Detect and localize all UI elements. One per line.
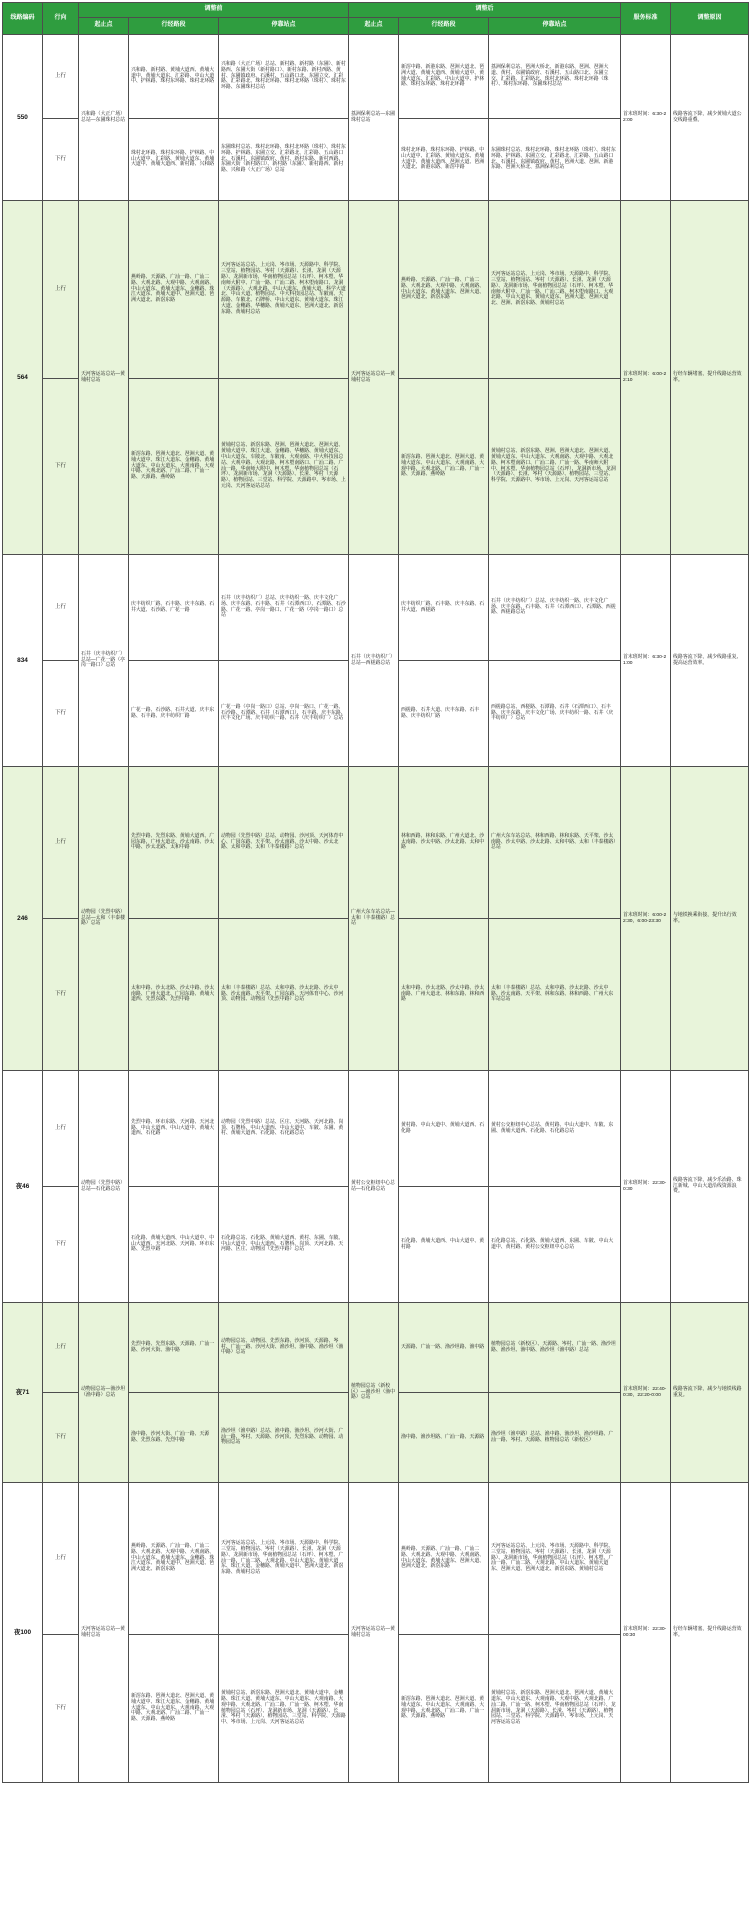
- direction-cell: 上行: [43, 1071, 79, 1187]
- after-stops-cell: 石井（庆丰纺织厂）总站、庆丰纺织一路、庆丰文化广场、庆丰东路、石丰路、石井（石潭西口）、石潭路、西槎路、西槎路总站: [489, 555, 621, 661]
- route-code: 564: [3, 201, 43, 555]
- header-after-stops: 停靠站点: [489, 18, 621, 35]
- direction-cell: 下行: [43, 919, 79, 1071]
- table-row: [3, 201, 749, 379]
- before-route-cell: 燕岭路、天源路、广汕一路、广汕二路、大观北路、大观中路、大观南路、中山大道东、黄埔大道东、金穗路、珠江大道东、黄埔大道中、琶洲大道、琶洲大道北、新滘东路: [129, 201, 219, 379]
- after-route-cell: 燕岭路、天源路、广汕一路、广汕二路、大观北路、大观中路、大观南路、中山大道东、黄埔大道东、琶洲大道、琶洲大道北、新滘东路: [399, 201, 489, 379]
- after-route-cell: 石化路、黄埔大道西、中山大道中、黄村路: [399, 1187, 489, 1303]
- service-standard: 首末班时间：22:40-0:30，22:20-0:00: [621, 1303, 671, 1483]
- before-stops-cell: 动物园总站、动物园、先烈东路、沙河顶、天源路、岑村、广汕一路、沙河大街、渔沙坦、渔中路、渔沙坦（渔中路）总站: [219, 1303, 349, 1393]
- after-stops-cell: 天河客运站总站、上元岗、岑市场、天源路中、科学院、三堂站、植物园站、岑村（天源路）、长湴、龙洞（天源路）、龙洞新市场、华南植物园总站（石坪）、柯木塱、华南师大附中、广汕一路、广汕二路、柯木塱南路口、大观北路、中山大道东、黄埔大道东、琶洲大道、琶洲大道北、琶洲、新滘东路、黄埔村总站: [489, 201, 621, 379]
- after-stops-cell: 黄埔村总站、新滘东路、琶洲大道北、琶洲大道、黄埔大道东、中山大道东、大观南路、大观中路、大观北路、广汕二路、广汕一路、柯木塱、华南植物园总站（石坪）、龙洞新市场、龙洞（天源路）、长湴、岑村（天源路）、植物园站、三堂站、科学院、天源路中、岑市场、上元岗、天河客运站总站: [489, 1635, 621, 1783]
- service-standard: 首末班时间：6:00-22:30，6:00-23:30: [621, 767, 671, 1071]
- before-route-cell: 庆丰纺织厂路、石丰路、庆丰东路、石井大道、石沙路、广花一路: [129, 555, 219, 661]
- route-adjustment-table: [2, 2, 749, 1783]
- before-stops-cell: 动物园（先烈中路）总站、区庄、天河路、天河北路、岗顶、石牌桥、中山大道西、中山大道中、车陂、东圃、黄村、黄埔大道西、石化路、石化路总站: [219, 1071, 349, 1187]
- before-start-end: 动物园（先烈中路）总站—太和（丰泰楼路）总站: [79, 767, 129, 1071]
- before-route-cell: 渔中路、沙河大街、广汕一路、天源路、先烈东路、先烈中路: [129, 1393, 219, 1483]
- table-body: [3, 35, 749, 1783]
- header-reason: 调整原因: [671, 3, 749, 35]
- direction-cell: 上行: [43, 1483, 79, 1635]
- before-stops-cell: 动物园（先烈中路）总站、动物园、沙河顶、天河体育中心、广园东路、天平架、沙太南路、沙太中路、沙太北路、太和中路、太和（丰泰楼路）总站: [219, 767, 349, 919]
- direction-cell: 上行: [43, 1303, 79, 1393]
- after-route-cell: 新滘东路、琶洲大道北、琶洲大道、黄埔大道东、中山大道东、大观南路、大观中路、大观北路、广汕二路、广汕一路、天源路、燕岭路: [399, 1635, 489, 1783]
- after-stops-cell: 渔沙坦（渔中路）总站、渔中路、渔沙坦、渔沙坦路、广汕一路、岑村、天源路、植物园总站（新校区）: [489, 1393, 621, 1483]
- direction-cell: 下行: [43, 661, 79, 767]
- before-route-cell: 新滘东路、琶洲大道北、琶洲大道、黄埔大道中、珠江大道东、金穗路、黄埔大道东、中山大道东、大观南路、大观中路、大观北路、广汕二路、广汕一路、天源路、燕岭路: [129, 379, 219, 555]
- service-standard: 首末班时间：22:30-0:30: [621, 1071, 671, 1303]
- after-route-cell: 太和中路、沙太北路、沙太中路、沙太南路、广州大道北、林和东路、林和西路: [399, 919, 489, 1071]
- table-row: [3, 1071, 749, 1187]
- before-stops-cell: 太和（丰泰楼路）总站、太和中路、沙太北路、沙太中路、沙太南路、天平架、广园东路、天河体育中心、沙河顶、动物园、动物园（先烈中路）总站: [219, 919, 349, 1071]
- header-after-start: 起止点: [349, 18, 399, 35]
- before-route-cell: 先烈中路、先烈东路、天源路、广汕一路、沙河大街、渔中路: [129, 1303, 219, 1393]
- before-start-end: 天河客运站总站—黄埔村总站: [79, 201, 129, 555]
- before-route-cell: 兴和路、新村路、黄埔大道西、黄埔大道中、黄埔大道东、汇彩路、中山大道中、护林路、珠村东环路、珠村北环路: [129, 35, 219, 119]
- adjust-reason: 行经车辆堵塞，提升线路运营效率。: [671, 201, 749, 555]
- after-route-cell: 新滘中路、新港东路、琶洲大道北、琶洲大道、黄埔大道西、黄埔大道中、黄埔大道东、汇彩路、中山大道中、护林路、珠村东环路、珠村北环路: [399, 35, 489, 119]
- after-route-cell: 西槎路、石井大道、庆丰东路、石丰路、庆丰纺织厂路: [399, 661, 489, 767]
- before-stops-cell: 东圃珠村总站、珠村北环路、珠村北环路（珠村）、珠村东环路、护林路、东圃立交、汇彩路北、汇彩路、五山路口北、石溪村、东圃镇政府、黄村、新村东路、新村西路、东圃大街（新村路口）、新村路（东圃）、新村路西、新村路、兴和路（大正广场）总站: [219, 119, 349, 201]
- before-start-end: 动物园总站—渔沙坦（渔中路）总站: [79, 1303, 129, 1483]
- route-code: 246: [3, 767, 43, 1071]
- route-code: 834: [3, 555, 43, 767]
- before-route-cell: 先烈中路、先烈东路、黄埔大道西、广园东路、广州大道北、沙太南路、沙太中路、沙太北路、太和中路: [129, 767, 219, 919]
- route-code: 夜71: [3, 1303, 43, 1483]
- adjust-reason: 线路客流下降，减少乐冶路、珠江新城、中山大道沿线资源浪费。: [671, 1071, 749, 1303]
- after-stops-cell: 植物园总站（新校区）、天源路、岑村、广汕一路、渔沙坦路、渔沙坦、渔中路、渔沙坦（渔中路）总站: [489, 1303, 621, 1393]
- before-stops-cell: 广花一路（亭岗一路口）总站、亭岗一路口、广花一路、石沙路、石潭路、石井（石潭西口）、石丰路、庆丰东路、庆丰文化广场、庆丰纺织一路、石井（庆丰纺织厂）总站: [219, 661, 349, 767]
- service-standard: 首末班时间：6:00-22:10: [621, 201, 671, 555]
- before-route-cell: 太和中路、沙太北路、沙太中路、沙太南路、广州大道北、广园东路、黄埔大道西、先烈东路、先烈中路: [129, 919, 219, 1071]
- before-route-cell: 广花一路、石沙路、石井大道、庆丰东路、石丰路、庆丰纺织厂路: [129, 661, 219, 767]
- after-start-end: 石井（庆丰纺织厂）总站—西槎路总站: [349, 555, 399, 767]
- header-direction: 行向: [43, 3, 79, 35]
- header-before: 调整前: [79, 3, 349, 18]
- after-stops-cell: 东圃珠村总站、珠村北环路、珠村北环路（珠村）、珠村东环路、护林路、东圃立交、汇彩路北、汇彩路、五山路口北、石溪村、东圃镇政府、黄村、琶洲大道、琶洲、新港东路、琶洲大桥北、荔洲保利总站: [489, 119, 621, 201]
- before-stops-cell: 黄埔村总站、新滘东路、琶洲、琶洲大道北、琶洲大道、黄埔大道中、珠江大道、金穗路、华穗路、黄埔大道东、中山大道东、车陂北、车陂南、大观南路、中大科技园总站、大观中路、大观北路、柯木塱南路口、广汕二路、广汕一路、华南师大附中、柯木塱、华南植物园总站（石坪）、龙洞新市场、龙洞（天源路）、长湴、岑村（天源路）、植物园站、三堂站、科学院、天源路中、岑市场、上元岗、天河客运站总站: [219, 379, 349, 555]
- before-stops-cell: 石化路总站、石化路、黄埔大道西、黄村、东圃、车陂、中山大道中、中山大道西、石牌桥、岗顶、天河北路、天河路、区庄、动物园（先烈中路）总站: [219, 1187, 349, 1303]
- after-stops-cell: 黄埔村总站、新滘东路、琶洲、琶洲大道北、琶洲大道、黄埔大道东、中山大道东、大观南路、大观中路、大观北路、柯木塱南路口、广汕二路、广汕一路、华南师大附中、柯木塱、华南植物园总站（石坪）、龙洞新市场、龙洞（天源路）、长湴、岑村（天源路）、植物园站、三堂站、科学院、天源路中、岑市场、上元岗、天河客运站总站: [489, 379, 621, 555]
- after-route-cell: 燕岭路、天源路、广汕一路、广汕二路、大观北路、大观中路、大观南路、中山大道东、黄埔大道东、琶洲大道、琶洲大道北、新滘东路: [399, 1483, 489, 1635]
- header-after: 调整后: [349, 3, 621, 18]
- service-standard: 首末班时间：6:30-21:00: [621, 555, 671, 767]
- after-route-cell: 渔中路、渔沙坦路、广汕一路、天源路: [399, 1393, 489, 1483]
- adjust-reason: 与地铁换乘衔接，提升出行效率。: [671, 767, 749, 1071]
- after-route-cell: 新滘东路、琶洲大道北、琶洲大道、黄埔大道东、中山大道东、大观南路、大观中路、大观北路、广汕二路、广汕一路、天源路、燕岭路: [399, 379, 489, 555]
- after-start-end: 广州大东车站总站—太和（丰泰楼路）总站: [349, 767, 399, 1071]
- after-start-end: 植物园总站（新校区）—渔沙坦（渔中路）总站: [349, 1303, 399, 1483]
- before-stops-cell: 天河客运站总站、上元岗、岑市场、天源路中、科学院、三堂站、植物园站、岑村（天源路）、长湴、龙洞（天源路）、龙洞新市场、华南植物园总站（石坪）、柯木塱、华南师大附中、广汕一路、广汕二路、柯木塱南路口、龙洞（天源路）、大观北路、中山大道东、黄埔大道、科学大道北、中山大道、植物园站、中大科技园总站、车陂南、天源路、车陂北、石牌桥、中山大道东、黄埔大道东、珠江大道、金穗路、华穗路、黄埔大道东、琶洲大道北、新滘东路、黄埔村总站: [219, 201, 349, 379]
- before-start-end: 兴和路（大正广场）总站—东圃珠村总站: [79, 35, 129, 201]
- after-start-end: 荔洲保利总站—东圃珠村总站: [349, 35, 399, 201]
- before-route-cell: 新滘东路、琶洲大道北、琶洲大道、黄埔大道中、珠江大道东、金穗路、黄埔大道东、中山大道东、大观南路、大观中路、大观北路、广汕二路、广汕一路、天源路、燕岭路: [129, 1635, 219, 1783]
- table-row: [3, 1303, 749, 1393]
- after-start-end: 天河客运站总站—黄埔村总站: [349, 1483, 399, 1783]
- before-start-end: 动物园（先烈中路）总站—石化路总站: [79, 1071, 129, 1303]
- direction-cell: 下行: [43, 1187, 79, 1303]
- header-code: 线路编码: [3, 3, 43, 35]
- direction-cell: 上行: [43, 35, 79, 119]
- before-start-end: 天河客运站总站—黄埔村总站: [79, 1483, 129, 1783]
- header-before-start: 起止点: [79, 18, 129, 35]
- direction-cell: 下行: [43, 1635, 79, 1783]
- adjust-reason: 线路客流下降，减少线路重复、提高运营效率。: [671, 555, 749, 767]
- table-header: [3, 3, 749, 35]
- after-route-cell: 珠村北环路、珠村东环路、护林路、中山大道中、汇彩路、黄埔大道东、黄埔大道中、黄埔大道西、琶洲大道、琶洲大道北、新港东路、新滘中路: [399, 119, 489, 201]
- header-before-stops: 停靠站点: [219, 18, 349, 35]
- after-stops-cell: 太和（丰泰楼路）总站、太和中路、沙太北路、沙太中路、沙太南路、天平架、林和东路、林和西路、广州大东车站总站: [489, 919, 621, 1071]
- after-stops-cell: 黄村公交枢纽中心总站、黄村路、中山大道中、车陂、东圃、黄埔大道西、石化路、石化路总站: [489, 1071, 621, 1187]
- after-stops-cell: 广州大东车站总站、林和西路、林和东路、天平架、沙太南路、沙太中路、沙太北路、太和中路、太和（丰泰楼路）总站: [489, 767, 621, 919]
- table-row: [3, 35, 749, 119]
- table-row: [3, 555, 749, 661]
- before-route-cell: 燕岭路、天源路、广汕一路、广汕二路、大观北路、大观中路、大观南路、中山大道东、黄埔大道东、金穗路、珠江大道东、黄埔大道中、琶洲大道、琶洲大道北、新滘东路: [129, 1483, 219, 1635]
- after-route-cell: 庆丰纺织厂路、石丰路、庆丰东路、石井大道、西槎路: [399, 555, 489, 661]
- route-code: 夜100: [3, 1483, 43, 1783]
- before-start-end: 石井（庆丰纺织厂）总站—广花一路（亭岗一路口）总站: [79, 555, 129, 767]
- direction-cell: 上行: [43, 555, 79, 661]
- after-start-end: 黄村公交枢纽中心总站—石化路总站: [349, 1071, 399, 1303]
- adjust-reason: 行经车辆堵塞，提升线路运营效率。: [671, 1483, 749, 1783]
- before-route-cell: 石化路、黄埔大道西、中山大道中、中山大道西、天河北路、天河路、环市东路、先烈中路: [129, 1187, 219, 1303]
- adjust-reason: 线路客流下降，减少与地铁线路重复。: [671, 1303, 749, 1483]
- header-before-route: 行经路段: [129, 18, 219, 35]
- after-stops-cell: 荔洲保利总站、琶洲大桥北、新港东路、琶洲、琶洲大道、黄村、东圃镇政府、石溪村、五山路口北、东圃立交、汇彩路、汇彩路北、珠村北环路、珠村北环路（珠村）、珠村东环路、东圃珠村总站: [489, 35, 621, 119]
- service-standard: 首末班时间：6:30-22:00: [621, 35, 671, 201]
- after-route-cell: 天源路、广汕一路、渔沙坦路、渔中路: [399, 1303, 489, 1393]
- after-route-cell: 黄村路、中山大道中、黄埔大道西、石化路: [399, 1071, 489, 1187]
- before-stops-cell: 石井（庆丰纺织厂）总站、庆丰纺织一路、庆丰文化广场、庆丰东路、石丰路、石井（石潭西口）、石潭路、石沙路、广花一路、亭岗一路口、广花一路（亭岗一路口）总站: [219, 555, 349, 661]
- direction-cell: 下行: [43, 1393, 79, 1483]
- table-row: [3, 767, 749, 919]
- route-code: 550: [3, 35, 43, 201]
- before-route-cell: 先烈中路、环市东路、天河路、天河北路、中山大道西、中山大道中、黄埔大道西、石化路: [129, 1071, 219, 1187]
- after-route-cell: 林和西路、林和东路、广州大道北、沙太南路、沙太中路、沙太北路、太和中路: [399, 767, 489, 919]
- service-standard: 首末班时间：22:30-00:30: [621, 1483, 671, 1783]
- header-service: 服务标准: [621, 3, 671, 35]
- adjust-reason: 线路客流下降，减少黄埔大道公交线路重叠。: [671, 35, 749, 201]
- before-stops-cell: 渔沙坦（渔中路）总站、渔中路、渔沙坦、沙河大街、广汕一路、岑村、天源路、沙河顶、先烈东路、动物园、动物园总站: [219, 1393, 349, 1483]
- header-after-route: 行经路段: [399, 18, 489, 35]
- after-stops-cell: 石化路总站、石化路、黄埔大道西、东圃、车陂、中山大道中、黄村路、黄村公交枢纽中心总站: [489, 1187, 621, 1303]
- before-route-cell: 珠村北环路、珠村东环路、护林路、中山大道中、汇彩路、黄埔大道东、黄埔大道中、黄埔大道西、新村路、兴和路: [129, 119, 219, 201]
- route-code: 夜46: [3, 1071, 43, 1303]
- after-stops-cell: 天河客运站总站、上元岗、岑市场、天源路中、科学院、三堂站、植物园站、岑村（天源路）、长湴、龙洞（天源路）、龙洞新市场、华南植物园总站（石坪）、柯木塱、广汕一路、广汕二路、大观北路、中山大道东、黄埔大道东、琶洲大道、琶洲大道北、新滘东路、黄埔村总站: [489, 1483, 621, 1635]
- direction-cell: 下行: [43, 379, 79, 555]
- direction-cell: 上行: [43, 201, 79, 379]
- after-stops-cell: 西槎路总站、西槎路、石潭路、石井（石潭西口）、石丰路、庆丰东路、庆丰文化广场、庆丰纺织一路、石井（庆丰纺织厂）总站: [489, 661, 621, 767]
- after-start-end: 天河客运站总站—黄埔村总站: [349, 201, 399, 555]
- direction-cell: 上行: [43, 767, 79, 919]
- direction-cell: 下行: [43, 119, 79, 201]
- before-stops-cell: 天河客运站总站、上元岗、岑市场、天源路中、科学院、三堂站、植物园站、岑村（天源路）、长湴、龙洞（天源路）、龙洞新市场、华南植物园总站（石坪）、柯木塱、广汕一路、广汕二路、大观北路、中山大道东、黄埔大道东、珠江大道、金穗路、黄埔大道中、琶洲大道北、新滘东路、黄埔村总站: [219, 1483, 349, 1635]
- table-row: [3, 1483, 749, 1635]
- before-stops-cell: 兴和路（大正广场）总站、新村路、新村路（东圃）、新村路西、东圃大街（新村路口）、新村东路、新村西路、黄村、东圃镇政府、石溪村、五山路口北、东圃立交、汇彩路、汇彩路北、珠村北环路、珠村北环路（珠村）、珠村东环路、东圃珠村总站: [219, 35, 349, 119]
- before-stops-cell: 黄埔村总站、新滘东路、琶洲大道北、黄埔大道中、金穗路、珠江大道、黄埔大道东、中山大道东、大观南路、大观中路、大观北路、广汕二路、广汕一路、柯木塱、华南植物园总站（石坪）、龙洞新市场、龙洞（天源路）、长湴、岑村（天源路）、植物园站、三堂站、科学院、天源路中、岑市场、上元岗、天河客运站总站: [219, 1635, 349, 1783]
